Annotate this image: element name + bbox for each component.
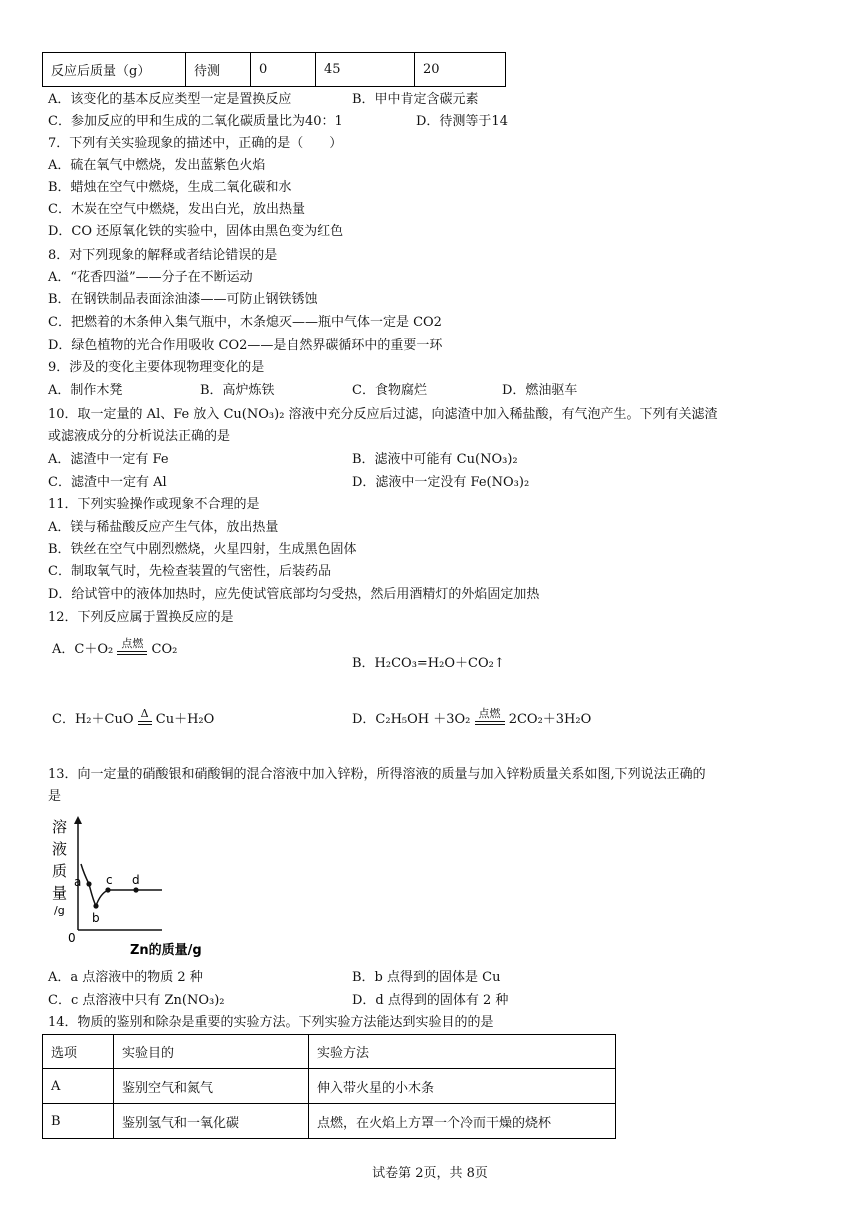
q12-optD-lhs: D．C₂H₅OH ＋3O₂ [352, 712, 471, 727]
q12-stem: 12．下列反应属于置换反应的是 [48, 610, 234, 625]
q6-optA: A．该变化的基本反应类型一定是置换反应 [48, 92, 292, 107]
q8-optB: B．在钢铁制品表面涂油漆——可防止钢铁锈蚀 [48, 292, 318, 307]
q9-optD: D．燃油驱车 [502, 383, 578, 398]
q7-stem: 7．下列有关实验现象的描述中，正确的是（ ） [48, 136, 343, 151]
table-header: 实验目的 [114, 1035, 309, 1069]
q8-optC: C．把燃着的木条伸入集气瓶中，木条熄灭——瓶中气体一定是 CO2 [48, 315, 442, 330]
q11-optB: B．铁丝在空气中剧烈燃烧，火星四射，生成黑色固体 [48, 542, 357, 557]
point-label-b: b [92, 911, 100, 925]
q8-optD: D．绿色植物的光合作用吸收 CO2——是自然界碳循环中的重要一环 [48, 338, 443, 353]
point-b [93, 903, 98, 908]
q12-optC [52, 708, 214, 727]
q8-stem: 8．对下列现象的解释或者结论错误的是 [48, 248, 278, 263]
ylabel-char: 液 [52, 840, 68, 858]
table-cell: 点燃，在火焰上方罩一个冷而干燥的烧杯 [309, 1104, 616, 1139]
table-cell: B [43, 1104, 114, 1139]
heat-condition [138, 708, 152, 725]
equals-sign [117, 651, 147, 655]
q12-optA-lhs: A．C＋O₂ [52, 642, 114, 657]
q6-optD: D．待测等于14 [416, 114, 508, 129]
table-row [43, 1104, 616, 1139]
q9-optA: A．制作木凳 [48, 383, 123, 398]
q13-optC: C．c 点溶液中只有 Zn(NO₃)₂ [48, 993, 225, 1008]
point-label-c: c [106, 873, 113, 887]
q13-optB: B．b 点得到的固体是 Cu [352, 970, 501, 985]
q11-optD: D．给试管中的液体加热时，应先使试管底部均匀受热，然后用酒精灯的外焰固定加热 [48, 587, 540, 602]
q10-optA: A．滤渣中一定有 Fe [48, 452, 169, 467]
ignite-condition [117, 638, 147, 655]
q13-stem-1: 13．向一定量的硝酸银和硝酸铜的混合溶液中加入锌粉，所得溶液的质量与加入锌粉质量关系如图,下列说法正确的 [48, 767, 706, 782]
q11-optC: C．制取氧气时，先检查装置的气密性，后装药品 [48, 564, 331, 579]
table-row [43, 1069, 616, 1104]
q12-optC-rhs: Cu＋H₂O [155, 712, 215, 727]
q9-optC: C．食物腐烂 [352, 383, 427, 398]
x-axis-label: Zn的质量/g [130, 943, 202, 958]
q10-optC: C．滤渣中一定有 Al [48, 475, 167, 490]
q13-chart [44, 812, 234, 962]
curve [81, 864, 162, 906]
q10-optB: B．滤液中可能有 Cu(NO₃)₂ [352, 452, 518, 467]
q14-table [42, 1034, 616, 1139]
q12-optD [352, 708, 591, 727]
equals-sign [138, 721, 152, 725]
q9-optB: B．高炉炼铁 [200, 383, 275, 398]
page-footer: 试卷第 2页，共 8页 [372, 1166, 488, 1181]
ignite-condition [475, 708, 505, 725]
table-header: 实验方法 [309, 1035, 616, 1069]
point-c [105, 887, 110, 892]
origin-label: 0 [68, 931, 76, 945]
q7-optD: D．CO 还原氧化铁的实验中，固体由黑色变为红色 [48, 224, 344, 239]
heat-label: Δ [140, 707, 149, 720]
q11-optA: A．镁与稀盐酸反应产生气体，放出热量 [48, 520, 279, 535]
ylabel-char: 量 [52, 884, 68, 902]
q12-optD-rhs: 2CO₂＋3H₂O [508, 712, 592, 727]
table6-cell: 45 [316, 53, 415, 87]
q10-stem-2: 或滤液成分的分析说法正确的是 [48, 429, 231, 444]
q13-stem-2: 是 [48, 789, 62, 804]
ylabel-char: 溶 [52, 818, 68, 836]
ylabel-unit: /g [54, 904, 65, 917]
q7-optB: B．蜡烛在空气中燃烧，生成二氧化碳和水 [48, 180, 292, 195]
table6 [42, 52, 506, 87]
q6-optC: C．参加反应的甲和生成的二氧化碳质量比为40：1 [48, 114, 343, 129]
q12-optA-rhs: CO₂ [151, 642, 178, 657]
ignite-label: 点燃 [478, 707, 501, 720]
q13-optD: D．d 点得到的固体有 2 种 [352, 993, 509, 1008]
q10-stem-1: 10．取一定量的 Al、Fe 放入 Cu(NO₃)₂ 溶液中充分反应后过滤，向滤渣中加入稀盐酸，有气泡产生。下列有关滤渣 [48, 407, 718, 422]
q7-optA: A．硫在氧气中燃烧，发出蓝紫色火焰 [48, 158, 266, 173]
point-label-d: d [132, 873, 140, 887]
table6-cell: 20 [415, 53, 506, 87]
point-label-a: a [74, 875, 82, 889]
y-axis-arrow [74, 816, 82, 824]
q9-stem: 9．涉及的变化主要体现物理变化的是 [48, 360, 265, 375]
q12-optB: B．H₂CO₃=H₂O＋CO₂↑ [352, 656, 505, 671]
table-cell: 伸入带火星的小木条 [309, 1069, 616, 1104]
ignite-label: 点燃 [121, 637, 144, 650]
table6-cell: 0 [251, 53, 316, 87]
ylabel-char: 质 [52, 862, 68, 880]
point-d [133, 887, 138, 892]
q11-stem: 11．下列实验操作或现象不合理的是 [48, 497, 260, 512]
q12-optA [52, 638, 177, 657]
q10-optD: D．滤液中一定没有 Fe(NO₃)₂ [352, 475, 530, 490]
equals-sign [475, 721, 505, 725]
q12-optC-lhs: C．H₂＋CuO [52, 712, 134, 727]
table-cell: 鉴别空气和氮气 [114, 1069, 309, 1104]
table-cell: A [43, 1069, 114, 1104]
table6-cell: 反应后质量（g） [43, 53, 186, 87]
table-header: 选项 [43, 1035, 114, 1069]
q14-stem: 14．物质的鉴别和除杂是重要的实验方法。下列实验方法能达到实验目的的是 [48, 1015, 494, 1030]
table6-cell: 待测 [186, 53, 251, 87]
point-a [86, 881, 91, 886]
q8-optA: A．“花香四溢”——分子在不断运动 [48, 270, 253, 285]
q13-optA: A．a 点溶液中的物质 2 种 [48, 970, 203, 985]
table-cell: 鉴别氢气和一氧化碳 [114, 1104, 309, 1139]
q7-optC: C．木炭在空气中燃烧，发出白光，放出热量 [48, 202, 305, 217]
q6-optB: B．甲中肯定含碳元素 [352, 92, 479, 107]
